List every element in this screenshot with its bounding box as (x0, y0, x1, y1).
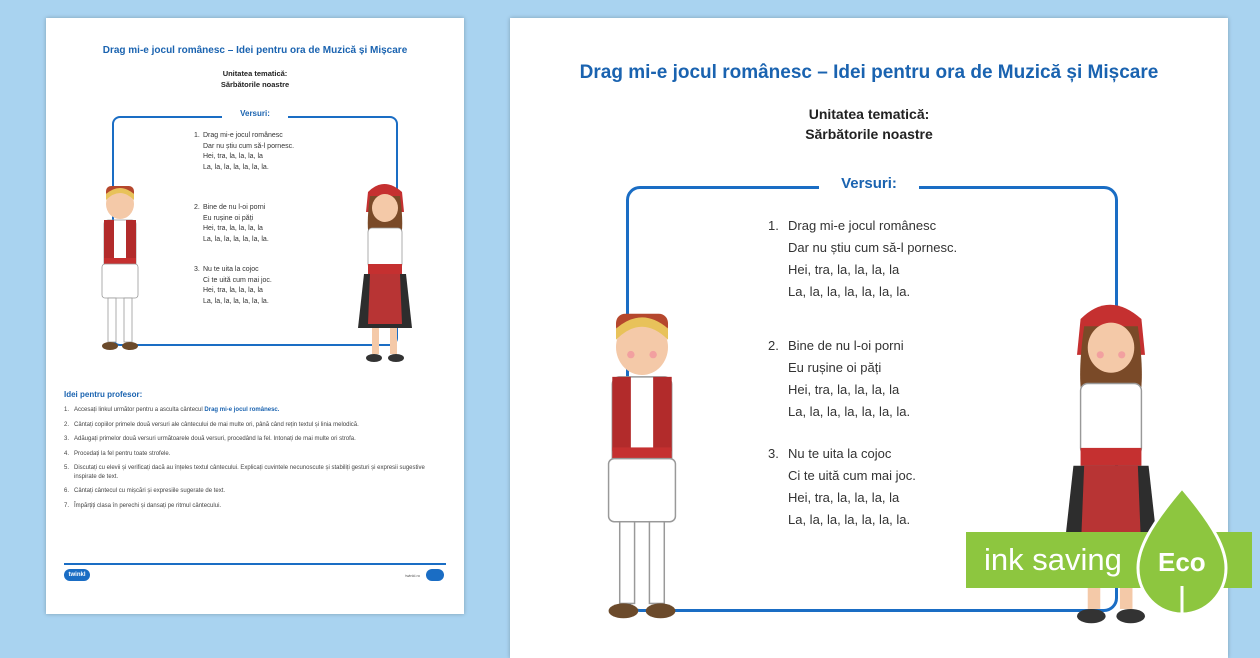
verse-number: 2. (194, 204, 200, 211)
verse-line: La, la, la, la, la, la, la. (788, 404, 911, 419)
verse-2 (768, 335, 911, 423)
verse-line: Hei, tra, la, la, la, la (203, 287, 263, 294)
tip-number: 6. (64, 488, 70, 494)
list-item (64, 464, 444, 481)
verse-1 (768, 215, 958, 303)
unit-name: Sărbătorile noastre (805, 126, 933, 142)
verse-line: Hei, tra, la, la, la, la (788, 490, 900, 505)
verse-line: La, la, la, la, la, la, la. (203, 163, 269, 171)
unit-name: Sărbătorile noastre (220, 80, 290, 89)
verse-line: Drag mi-e jocul românesc (203, 132, 283, 139)
eco-label: Eco (1158, 547, 1206, 577)
verse-line: Nu te uita la cojoc (788, 446, 892, 461)
footer-url: twinkl.ro (405, 573, 420, 578)
list-item (64, 450, 444, 459)
tip-text: Discutați cu elevii și verificați dacă au înțeles textul cântecului. Explicați cuvintele necunoscute și stabiliți gesturi și expresii sugestive inspirate de text. (74, 465, 425, 480)
verse-3 (768, 443, 916, 531)
verse-line: Ci te uită cum mai joc. (203, 276, 272, 284)
list-item (64, 406, 444, 415)
tip-text: Cântați cântecul cu mișcări și expresiile sugerate de text. (74, 488, 226, 494)
tip-text: Cântați copiilor primele două versuri ale cântecului de mai multe ori, până când rețin textul și linia melodică. (74, 421, 359, 428)
list-item (64, 435, 444, 444)
verse-line: La, la, la, la, la, la, la. (203, 297, 269, 305)
girl-illustration (350, 178, 420, 368)
footer-divider (64, 563, 446, 565)
verse-line: La, la, la, la, la, la, la. (203, 235, 269, 243)
worksheet-preview-small (46, 18, 464, 614)
unit-label: Unitatea tematică: (222, 69, 288, 78)
verse-number: 1. (194, 132, 200, 139)
verse-line: Bine de nu l-oi porni (203, 204, 266, 211)
verse-number: 3. (768, 446, 779, 461)
unit-label: Unitatea tematică: (808, 106, 930, 122)
boy-illustration (590, 296, 694, 636)
verse-line: Nu te uita la cojoc (203, 266, 259, 273)
verse-2 (194, 203, 269, 245)
list-item (64, 421, 444, 430)
tip-number: 2. (64, 421, 70, 428)
teacher-ideas-list (64, 406, 444, 516)
verse-line: Dar nu știu cum să-l pornesc. (203, 142, 295, 150)
tip-number: 3. (64, 436, 70, 442)
verse-line: Bine de nu l-oi porni (788, 338, 904, 353)
verse-line: Hei, tra, la, la, la, la (788, 262, 900, 277)
ink-saving-label: ink saving (984, 542, 1122, 577)
verse-line: Hei, tra, la, la, la, la (203, 153, 263, 160)
boy-illustration (92, 178, 148, 358)
verse-line: La, la, la, la, la, la, la. (788, 284, 911, 299)
song-link[interactable]: Drag mi-e jocul românesc. (204, 407, 280, 413)
tip-number: 5. (64, 465, 70, 471)
lyrics-label: Versuri: (819, 175, 919, 192)
tip-number: 1. (64, 407, 70, 413)
verse-1 (194, 131, 295, 173)
lyrics-label: Versuri: (222, 109, 288, 118)
verse-line: Ci te uită cum mai joc. (788, 468, 916, 483)
verse-number: 2. (768, 338, 779, 353)
teacher-ideas-heading: Idei pentru profesor: (64, 390, 143, 399)
page-title: Drag mi-e jocul românesc – Idei pentru ora de Muzică și Mișcare (579, 62, 1159, 83)
list-item (64, 487, 444, 496)
tip-text: Adăugați primelor două versuri următoarele două versuri, procedând la fel. Intonați de mai multe ori strofa. (74, 436, 356, 442)
verse-line: La, la, la, la, la, la, la. (788, 512, 911, 527)
twinkl-badge-icon (426, 569, 444, 581)
verse-line: Drag mi-e jocul românesc (788, 218, 937, 233)
verse-line: Hei, tra, la, la, la, la (203, 225, 263, 232)
verse-number: 1. (768, 218, 779, 233)
verse-3 (194, 265, 272, 307)
tip-text: Accesați linkul următor pentru a asculta cântecul (74, 407, 205, 413)
verse-line: Hei, tra, la, la, la, la (788, 382, 900, 397)
verse-line: Eu rușine oi păți (788, 360, 882, 375)
list-item (64, 502, 444, 511)
verse-line: Dar nu știu cum să-l pornesc. (788, 240, 958, 255)
tip-text: Împărțiți clasa în perechi și dansați pe ritmul cântecului. (74, 502, 222, 509)
tip-number: 7. (64, 502, 70, 509)
tip-number: 4. (64, 450, 70, 457)
twinkl-logo: twinkl (64, 569, 90, 581)
page-title: Drag mi-e jocul românesc – Idei pentru ora de Muzică și Mișcare (102, 45, 408, 56)
verse-line: Eu rușine oi păți (203, 214, 254, 222)
tip-text: Procedați la fel pentru toate strofele. (74, 450, 171, 457)
verse-number: 3. (194, 266, 200, 273)
